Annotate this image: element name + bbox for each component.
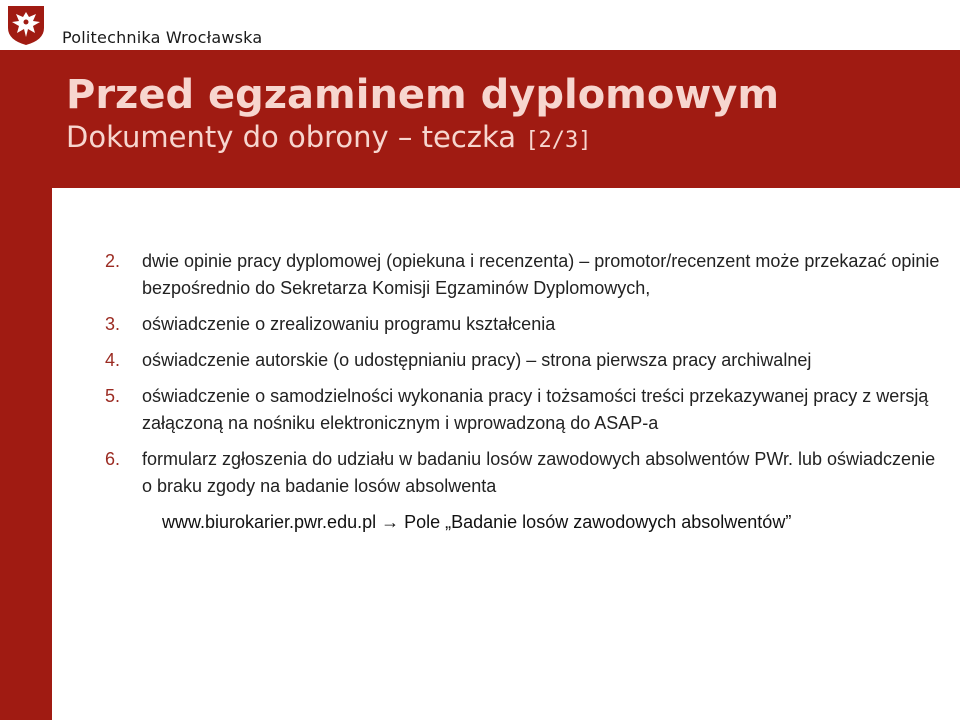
list-item xyxy=(105,311,950,338)
list-item-number: 4. xyxy=(105,350,121,370)
university-name: Politechnika Wrocławska xyxy=(62,28,263,47)
document-list xyxy=(105,248,950,536)
list-item-number: 5. xyxy=(105,386,121,406)
list-item-text: oświadczenie o zrealizowaniu programu kształcenia xyxy=(142,314,556,334)
list-item xyxy=(105,383,950,437)
left-accent-bar xyxy=(0,50,52,720)
top-header xyxy=(0,0,960,50)
list-item-number: 2. xyxy=(105,251,121,271)
slide-subtitle xyxy=(66,120,592,154)
career-office-link[interactable]: www.biurokarier.pwr.edu.pl → Pole „Badanie losów zawodowych absolwentów” xyxy=(162,512,792,532)
list-item-text: oświadczenie o samodzielności wykonania pracy i tożsamości treści przekazywanej pracy z wersją załączoną na nośniku elektronicznym i wprowadzoną do ASAP-a xyxy=(142,386,929,433)
slide-subtitle-text: Dokumenty do obrony – teczka xyxy=(66,120,517,154)
slide-title: Przed egzaminem dyplomowym xyxy=(66,72,780,118)
list-item-text: oświadczenie autorskie (o udostępnianiu pracy) – strona pierwsza pracy archiwalnej xyxy=(142,350,812,370)
list-item xyxy=(105,248,950,302)
list-item xyxy=(105,446,950,500)
list-item xyxy=(105,347,950,374)
page-indicator: [2/3] xyxy=(525,128,592,153)
list-item-text: dwie opinie pracy dyplomowej (opiekuna i recenzenta) – promotor/recenzent może przekazać opinie bezpośrednio do Sekretarza Komisji Egzaminów Dyplomowych, xyxy=(142,251,940,298)
list-item-text: formularz zgłoszenia do udziału w badaniu losów zawodowych absolwentów PWr. lub oświadczenie o braku zgody na badanie losów absolwenta xyxy=(142,449,936,496)
list-item-number: 3. xyxy=(105,314,121,334)
title-band xyxy=(52,50,960,188)
university-eagle-logo-icon xyxy=(6,4,46,46)
list-item-number: 6. xyxy=(105,449,121,469)
